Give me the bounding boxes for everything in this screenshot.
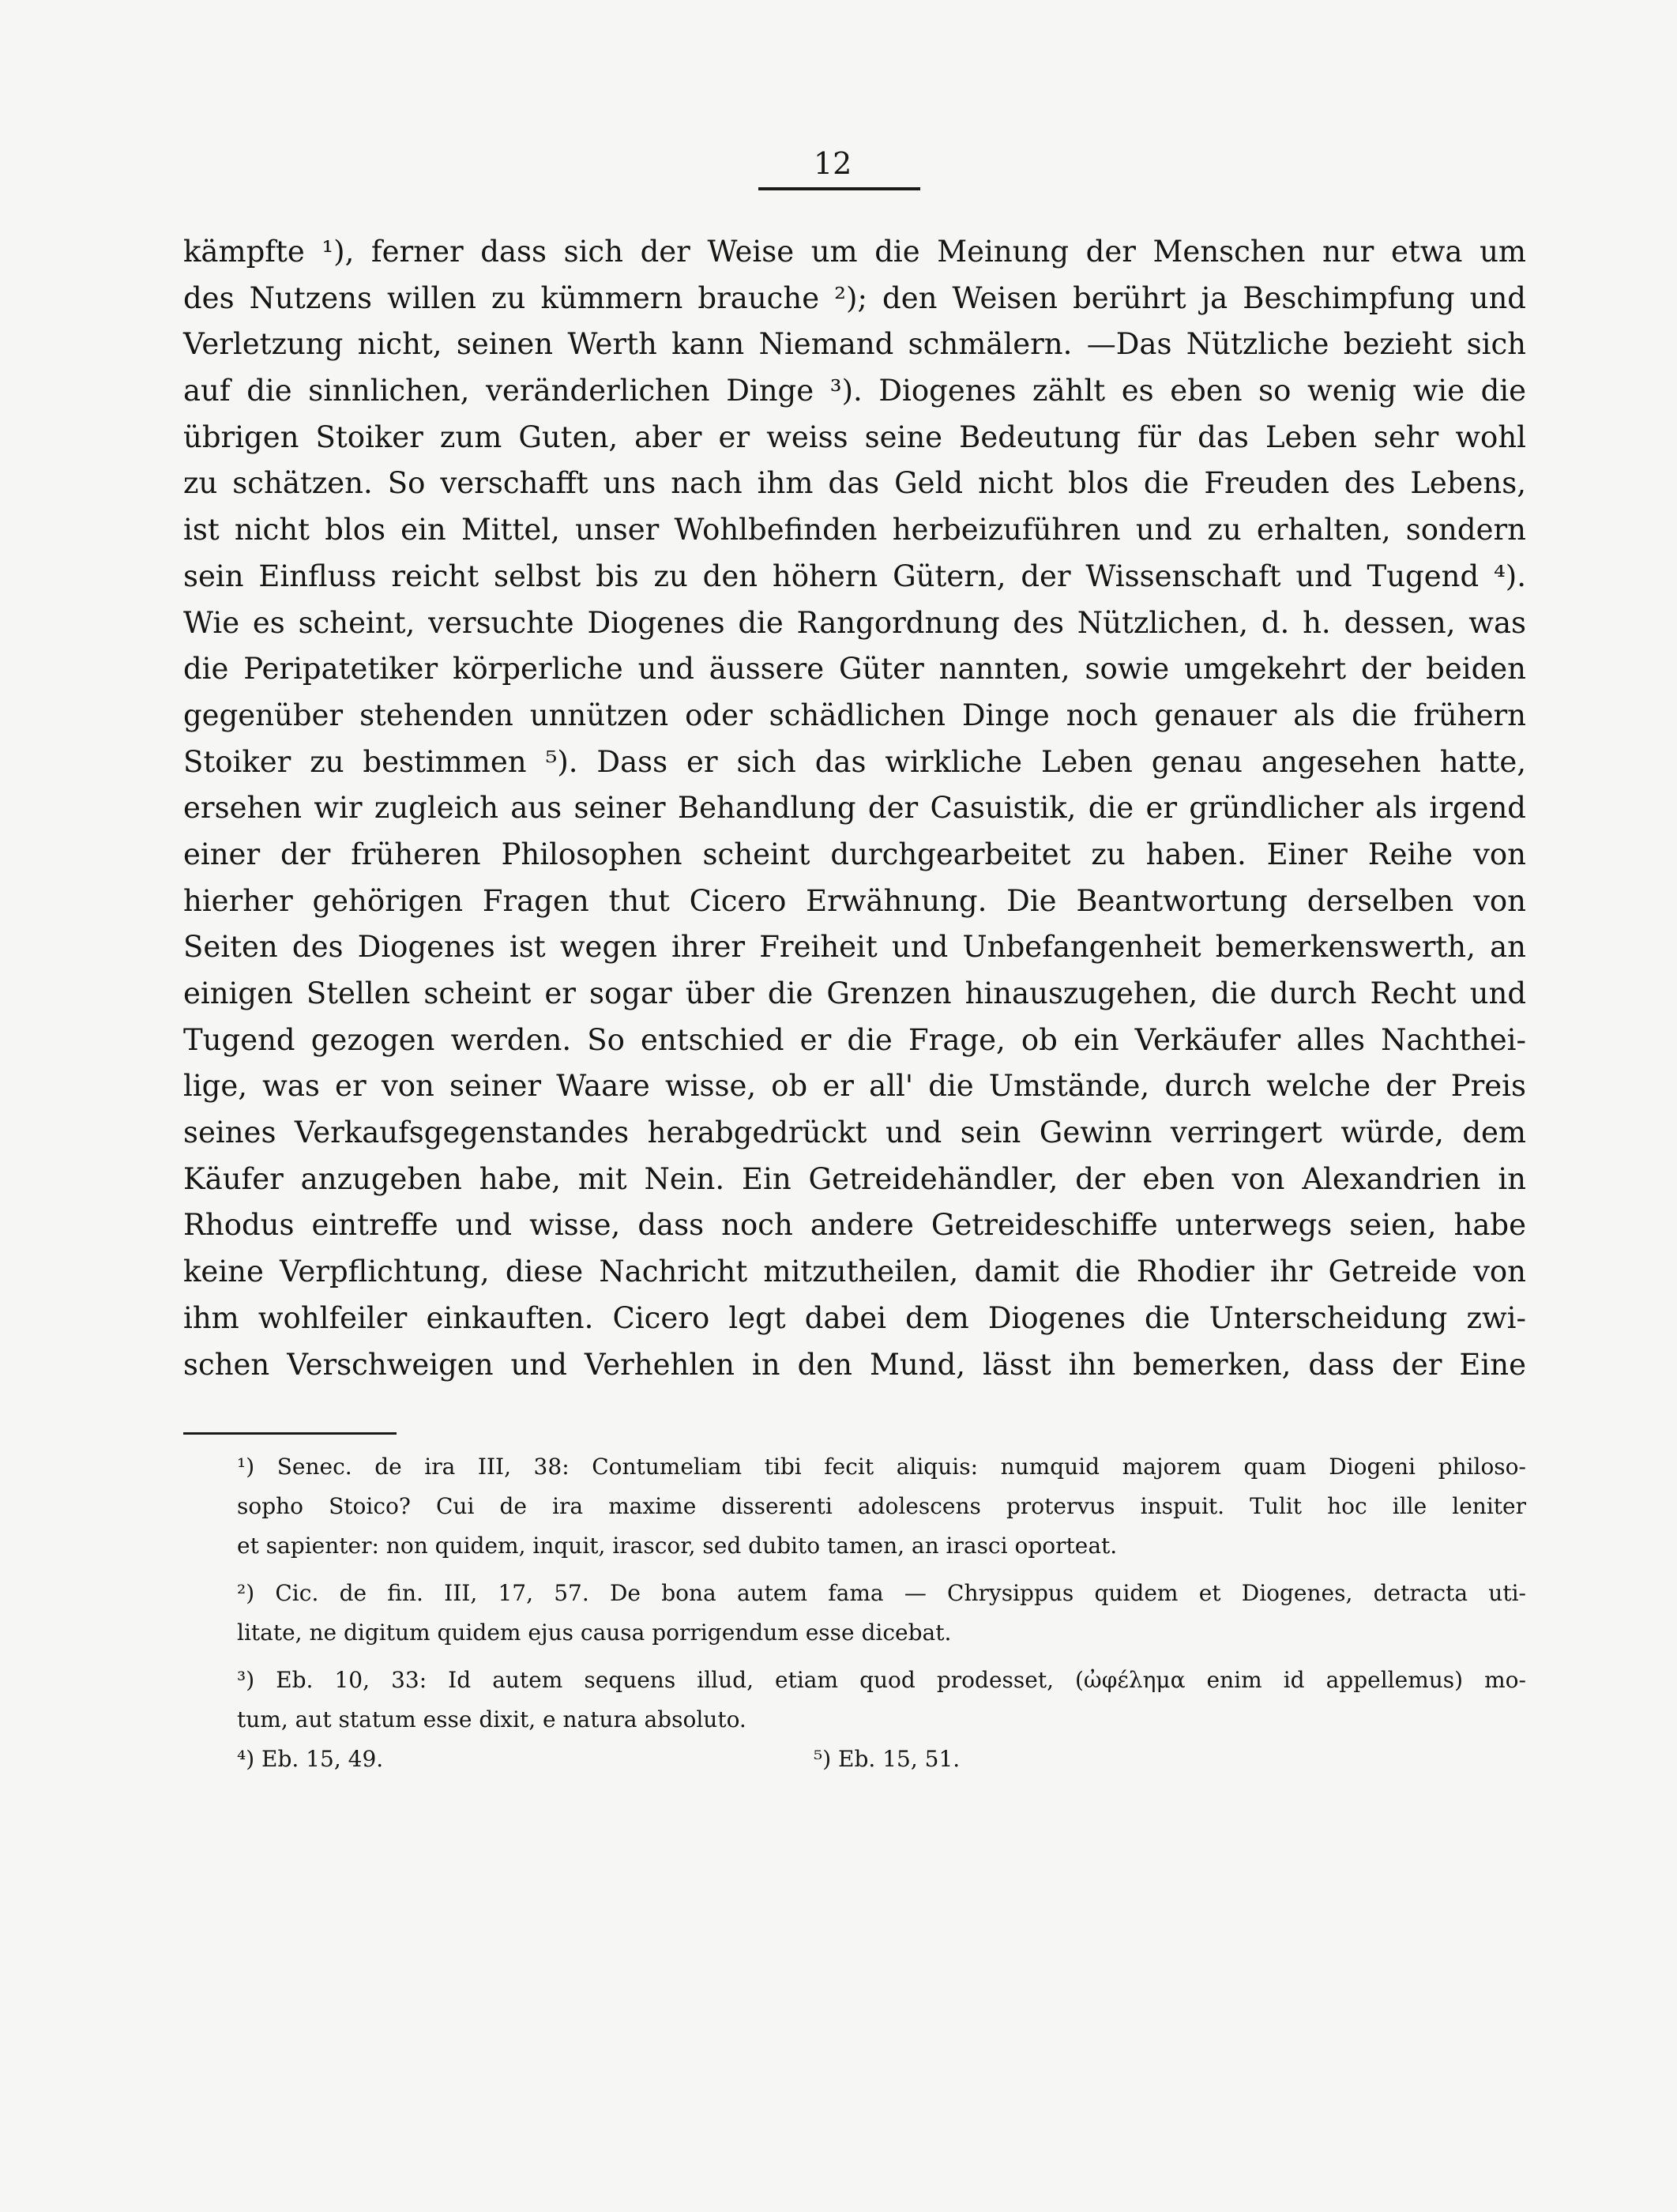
text-line: Wie es scheint, versuchte Diogenes die Rangordnung des Nützlichen, d. h. dessen, was <box>183 605 1526 640</box>
text-line: ihm wohlfeiler einkauften. Cicero legt dabei dem Diogenes die Unterscheidung zwi- <box>183 1300 1526 1335</box>
footnote-1-line: ¹) Senec. de ira III, 38: Contumeliam tibi fecit aliquis: numquid majorem quam Diogeni philoso- <box>237 1454 1526 1480</box>
text-line: ersehen wir zugleich aus seiner Behandlung der Casuistik, die er gründlicher als irgend <box>183 791 1526 826</box>
footnote-5: ⁵) Eb. 15, 51. <box>814 1746 961 1772</box>
footnote-4-5-row <box>237 1740 1526 1779</box>
text-line: hierher gehörigen Fragen thut Cicero Erwähnung. Die Beantwortung derselben von <box>183 883 1526 918</box>
text-line: kämpfte ¹), ferner dass sich der Weise um die Meinung der Menschen nur etwa um <box>183 235 1526 269</box>
footnote-4: ⁴) Eb. 15, 49. <box>237 1746 384 1772</box>
footnote-3-line: ³) Eb. 10, 33: Id autem sequens illud, etiam quod prodesset, (ὠφέλημα enim id appellemus) mo- <box>237 1667 1526 1693</box>
footnote-2-line: litate, ne digitum quidem ejus causa porrigendum esse dicebat. <box>237 1620 952 1646</box>
main-text <box>183 229 1526 1388</box>
text-line: übrigen Stoiker zum Guten, aber er weiss seine Bedeutung für das Leben sehr wohl <box>183 419 1526 454</box>
text-line: Verletzung nicht, seinen Werth kann Niemand schmälern. —Das Nützliche bezieht sich <box>183 327 1526 362</box>
text-line: Stoiker zu bestimmen ⁵). Dass er sich das wirkliche Leben genau angesehen hatte, <box>183 744 1526 779</box>
footnote-1-line: et sapienter: non quidem, inquit, irascor, sed dubito tamen, an irasci oporteat. <box>237 1533 1118 1559</box>
text-line: auf die sinnlichen, veränderlichen Dinge ³). Diogenes zählt es eben so wenig wie die <box>183 374 1526 408</box>
text-line: Seiten des Diogenes ist wegen ihrer Freiheit und Unbefangenheit bemerkenswerth, an <box>183 930 1526 965</box>
text-line: schen Verschweigen und Verhehlen in den Mund, lässt ihn bemerken, dass der Eine <box>183 1347 1526 1382</box>
footnote-2-line: ²) Cic. de fin. III, 17, 57. De bona autem fama — Chrysippus quidem et Diogenes, detracta uti- <box>237 1580 1526 1606</box>
text-line: ist nicht blos ein Mittel, unser Wohlbefinden herbeizuführen und zu erhalten, sondern <box>183 513 1526 547</box>
text-line: Käufer anzugeben habe, mit Nein. Ein Getreidehändler, der eben von Alexandrien in <box>183 1161 1526 1196</box>
page-number: 12 <box>814 146 852 181</box>
header-rule <box>758 187 920 190</box>
text-line: zu schätzen. So verschafft uns nach ihm das Geld nicht blos die Freuden des Lebens, <box>183 466 1526 501</box>
footnote-3-line: tum, aut statum esse dixit, e natura absoluto. <box>237 1706 746 1732</box>
text-line: keine Verpflichtung, diese Nachricht mitzutheilen, damit die Rhodier ihr Getreide von <box>183 1255 1526 1289</box>
text-line: gegenüber stehenden unnützen oder schädlichen Dinge noch genauer als die frühern <box>183 698 1526 732</box>
text-line: Rhodus eintreffe und wisse, dass noch andere Getreideschiffe unterwegs seien, habe <box>183 1208 1526 1243</box>
text-line: einigen Stellen scheint er sogar über die Grenzen hinauszugehen, die durch Recht und <box>183 976 1526 1010</box>
footnote-separator <box>183 1432 397 1435</box>
footnote-1-line: sopho Stoico? Cui de ira maxime disserenti adolescens protervus inspuit. Tulit hoc ille leniter <box>237 1493 1526 1519</box>
footnotes <box>237 1447 1526 1779</box>
text-line: die Peripatetiker körperliche und äussere Güter nannten, sowie umgekehrt der beiden <box>183 652 1526 687</box>
text-line: einer der früheren Philosophen scheint durchgearbeitet zu haben. Einer Reihe von <box>183 837 1526 871</box>
text-line: seines Verkaufsgegenstandes herabgedrückt und sein Gewinn verringert würde, dem <box>183 1115 1526 1150</box>
text-line: des Nutzens willen zu kümmern brauche ²); den Weisen berührt ja Beschimpfung und <box>183 280 1526 315</box>
text-line: Tugend gezogen werden. So entschied er die Frage, ob ein Verkäufer alles Nachthei- <box>183 1022 1526 1057</box>
text-line: sein Einfluss reicht selbst bis zu den höhern Gütern, der Wissenschaft und Tugend ⁴). <box>183 559 1526 593</box>
text-line: lige, was er von seiner Waare wisse, ob er all' die Umstände, durch welche der Preis <box>183 1069 1526 1104</box>
